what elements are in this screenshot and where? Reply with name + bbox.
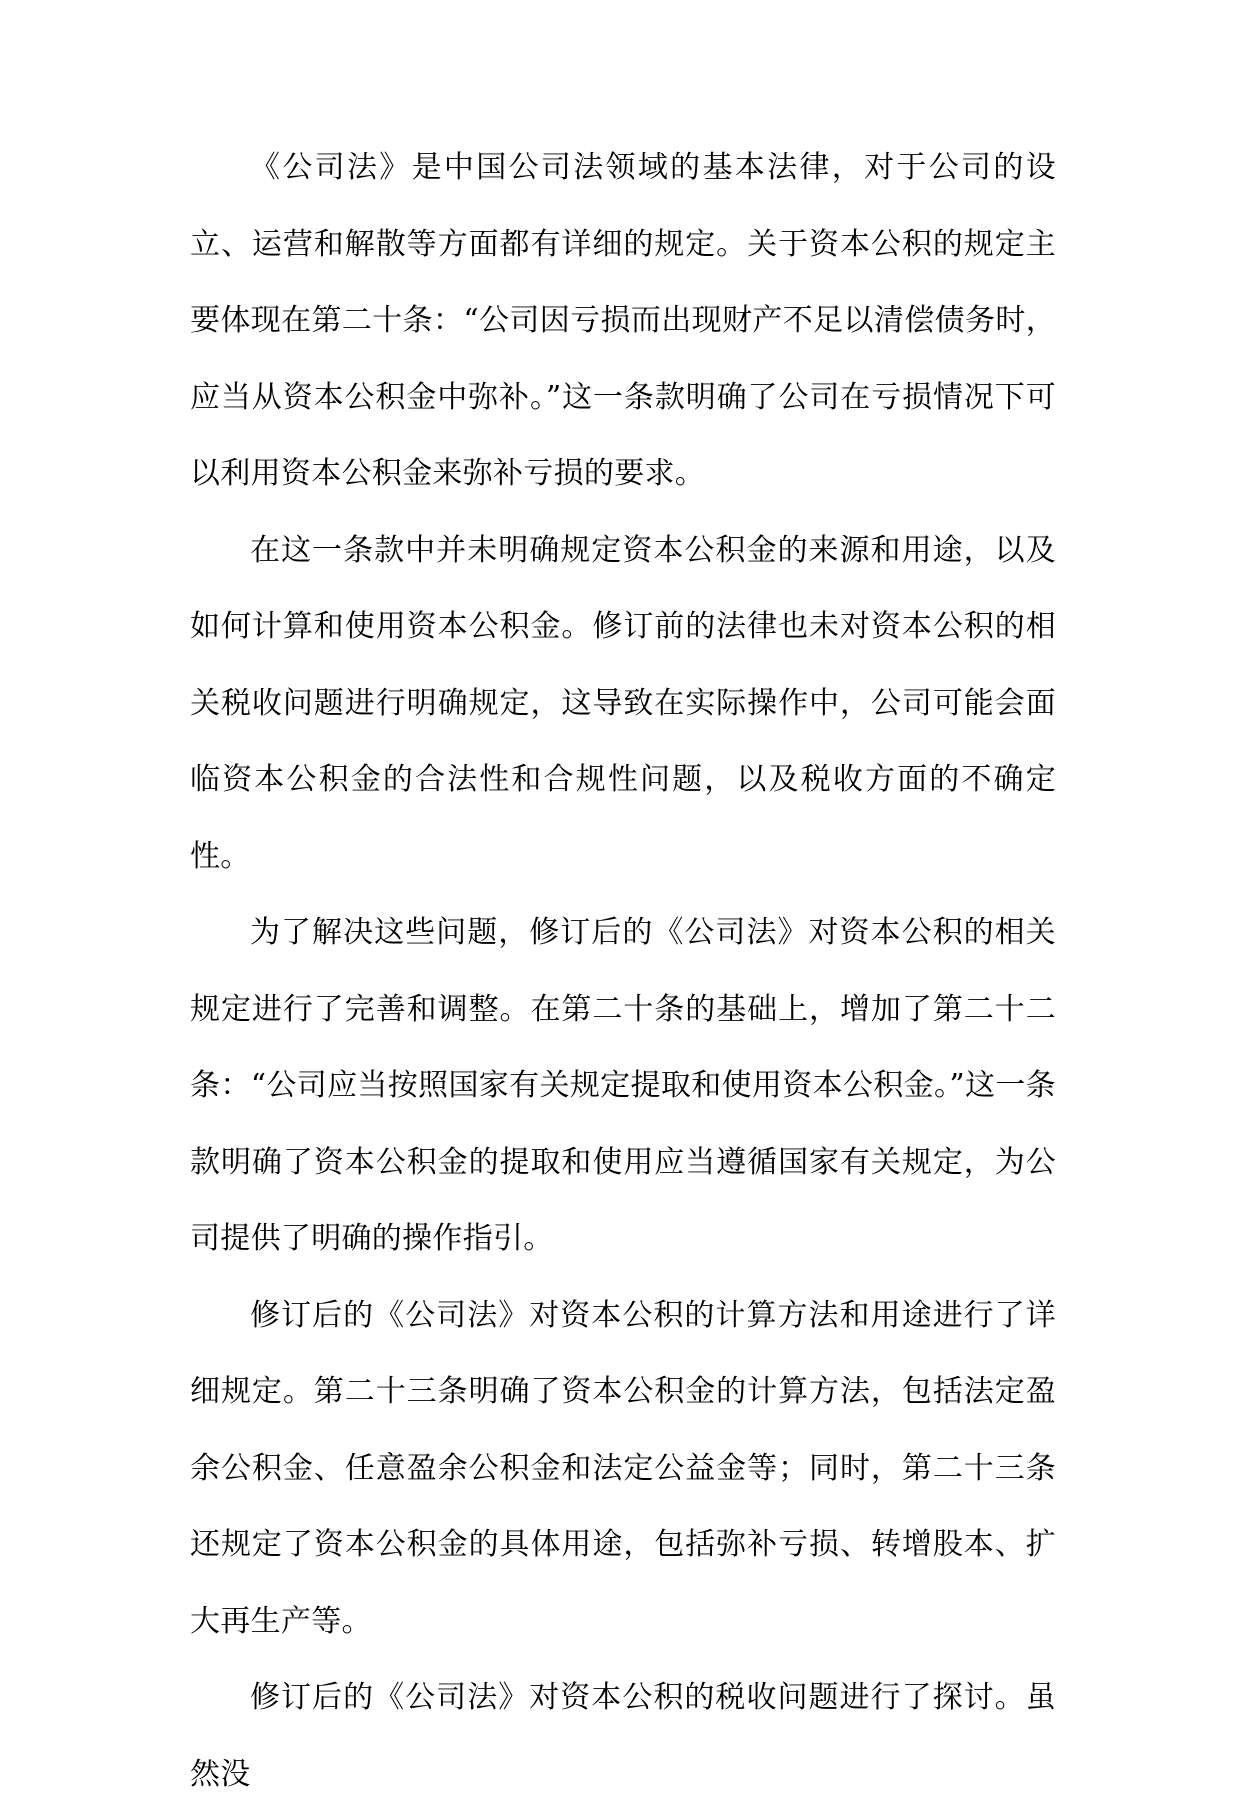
paragraph-1: 《公司法》是中国公司法领域的基本法律，对于公司的设立、运营和解散等方面都有详细的规定。关于资本公积的规定主要体现在第二十条：“公司因亏损而出现财产不足以清偿债务时，应当从资本公积金中弥补。”这一条款明确了公司在亏损情况下可以利用资本公积金来弥补亏损的要求。 xyxy=(190,150,1056,491)
paragraph-3: 为了解决这些问题，修订后的《公司法》对资本公积的相关规定进行了完善和调整。在第二十条的基础上，增加了第二十二条：“公司应当按照国家有关规定提取和使用资本公积金。”这一条款明确了资本公积金的提取和使用应当遵循国家有关规定，为公司提供了明确的操作指引。 xyxy=(190,915,1056,1256)
paragraph-4: 修订后的《公司法》对资本公积的计算方法和用途进行了详细规定。第二十三条明确了资本公积金的计算方法，包括法定盈余公积金、任意盈余公积金和法定公益金等；同时，第二十三条还规定了资本公积金的具体用途，包括弥补亏损、转增股本、扩大再生产等。 xyxy=(190,1297,1056,1639)
document-body xyxy=(190,130,1056,1813)
paragraph-2: 在这一条款中并未明确规定资本公积金的来源和用途，以及如何计算和使用资本公积金。修订前的法律也未对资本公积的相关税收问题进行明确规定，这导致在实际操作中，公司可能会面临资本公积金的合法性和合规性问题，以及税收方面的不确定性。 xyxy=(190,532,1056,874)
paragraph-5: 修订后的《公司法》对资本公积的税收问题进行了探讨。虽然没 xyxy=(190,1680,1056,1792)
